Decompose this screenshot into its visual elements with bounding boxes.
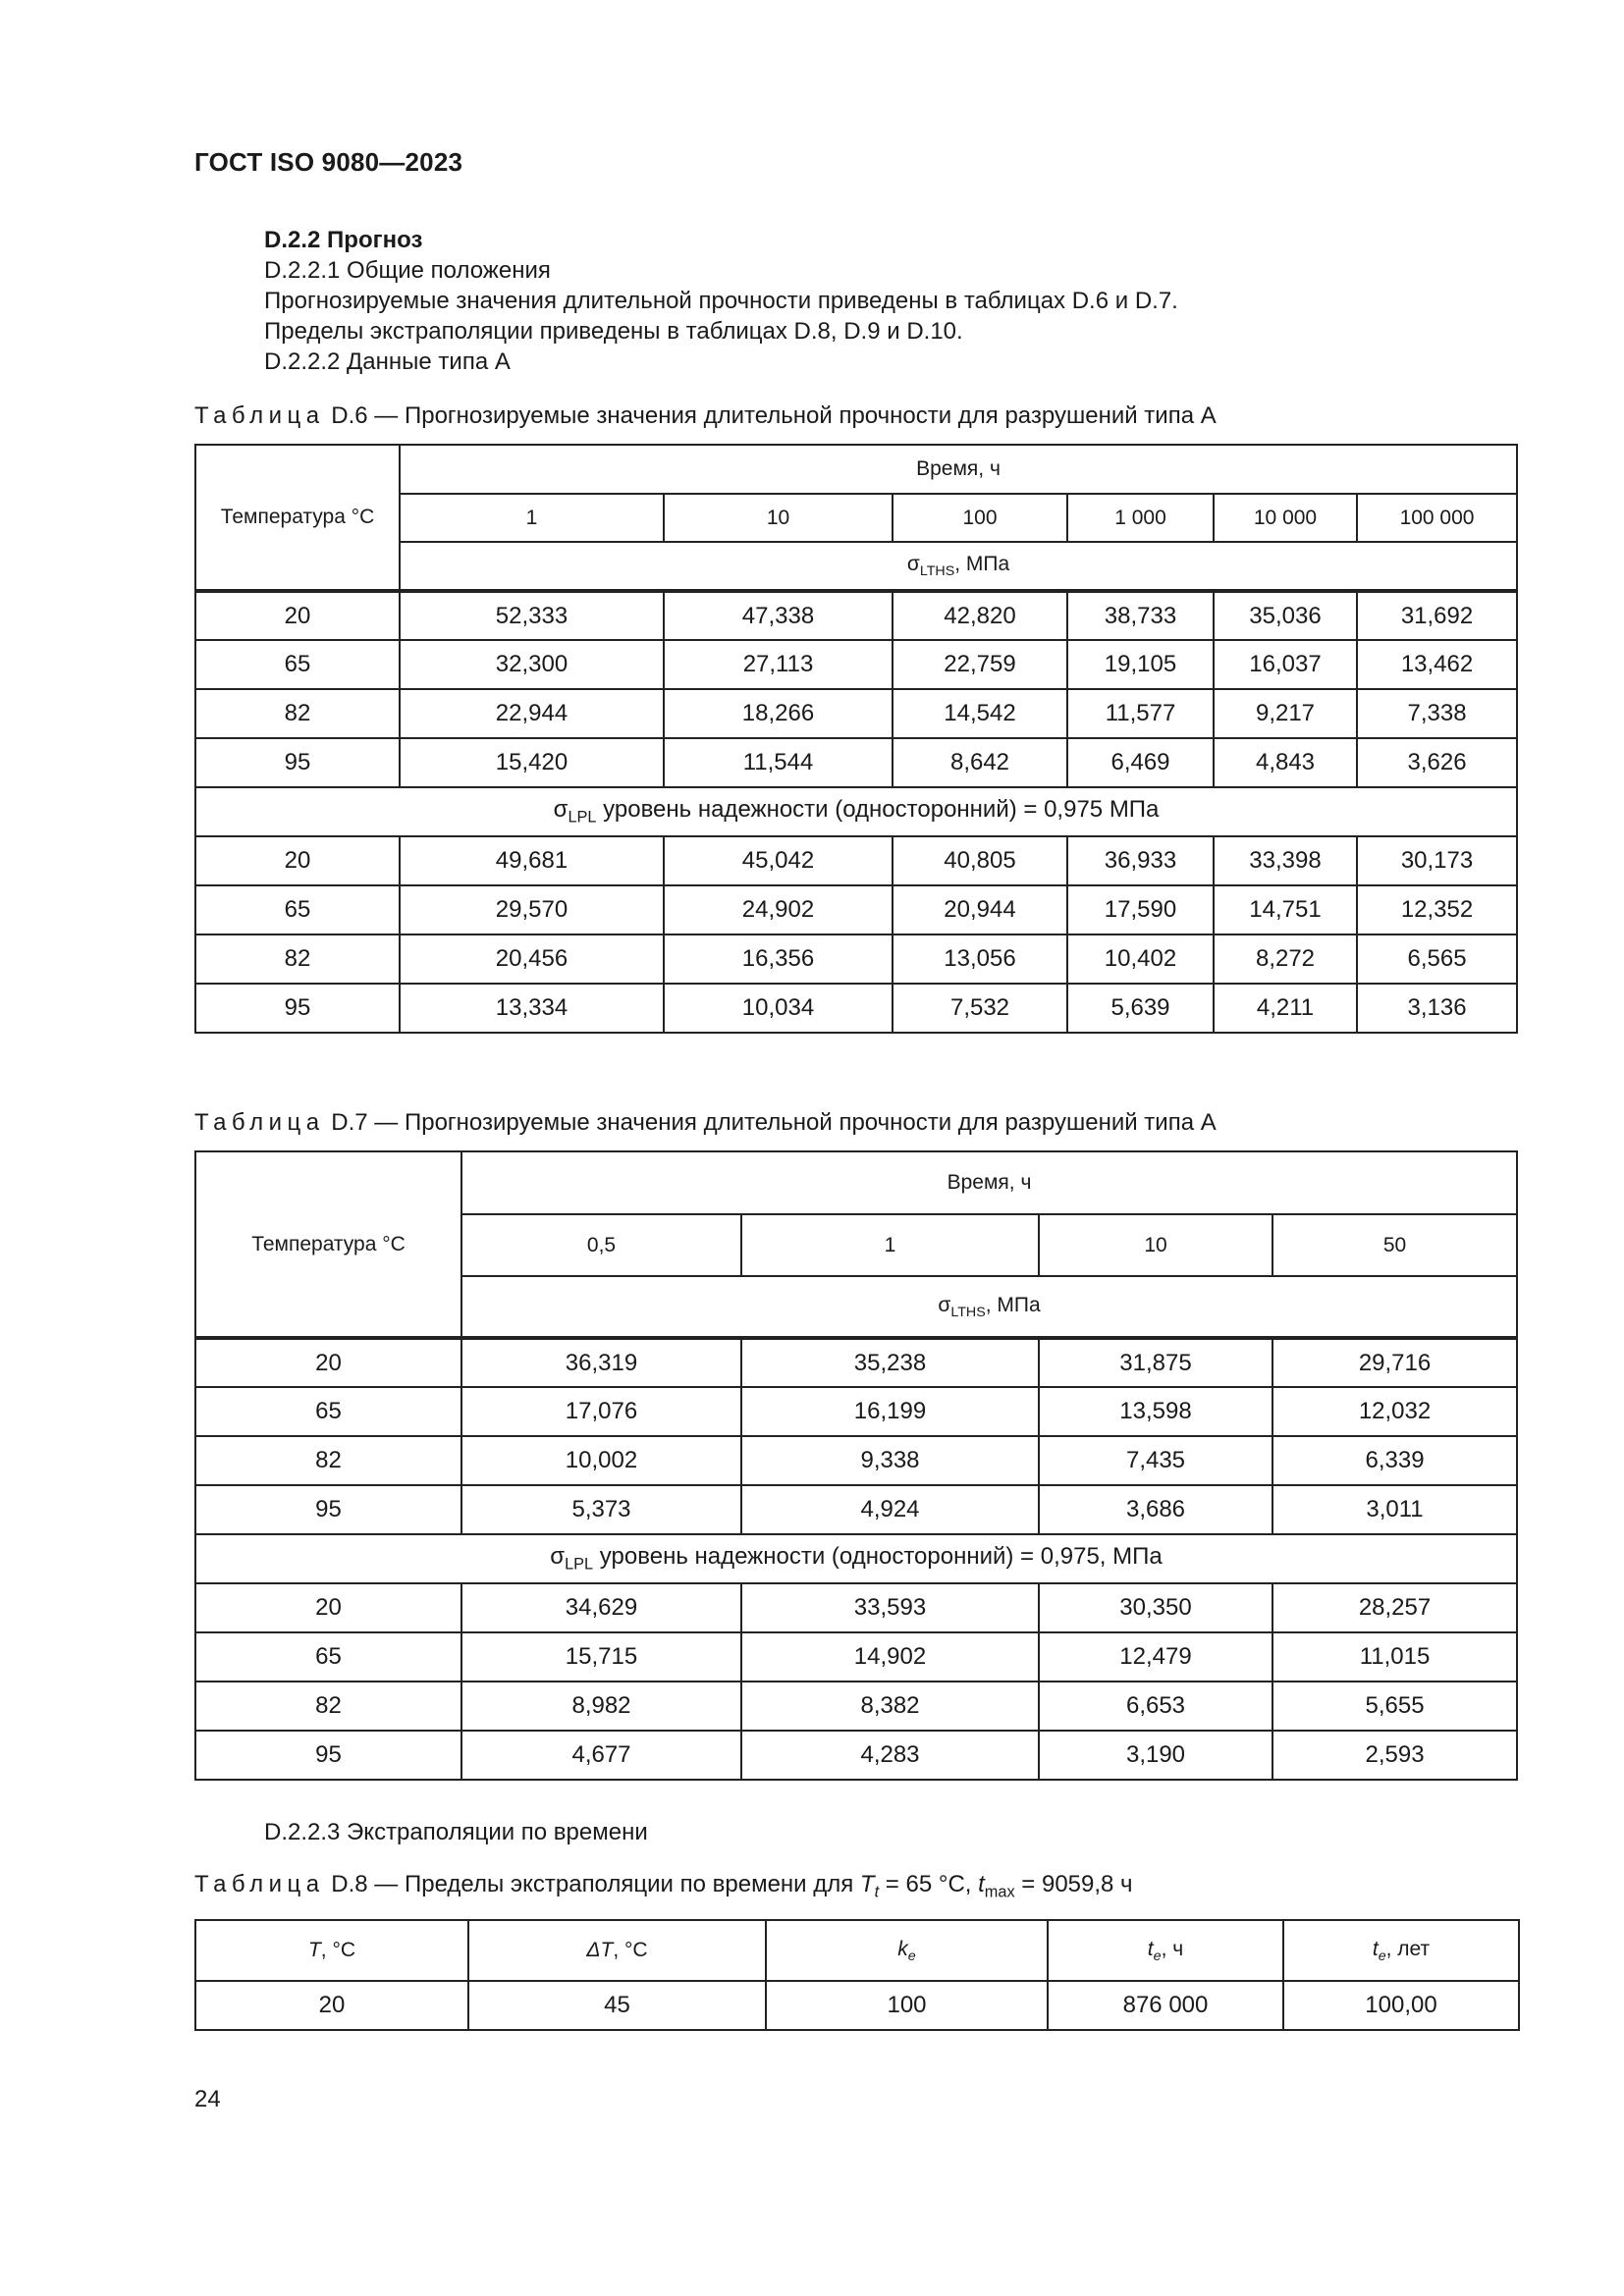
value-cell: 10,034	[664, 984, 893, 1033]
value-cell: 22,944	[400, 689, 664, 738]
value-cell: 20,944	[893, 885, 1067, 934]
value-cell: 3,011	[1272, 1485, 1517, 1534]
temperature-cell: 20	[195, 591, 400, 640]
value-cell: 29,570	[400, 885, 664, 934]
value-cell: 6,339	[1272, 1436, 1517, 1485]
confidence-level-row: $\sigma_{LPL}$ уровень надежности (односторонний) = 0,975 МПа	[195, 787, 1517, 836]
caption-text: D.7 — Прогнозируемые значения длительной прочности для разрушений типа А	[331, 1109, 1217, 1136]
table-d6	[194, 444, 1518, 1034]
value-cell: 31,875	[1039, 1338, 1272, 1387]
table-row	[195, 1632, 1517, 1682]
value-cell: 4,843	[1214, 738, 1357, 787]
value-cell: 30,173	[1357, 836, 1517, 885]
caption-word: Таблица	[194, 1871, 325, 1897]
value-cell: 18,266	[664, 689, 893, 738]
time-value-header: 50	[1272, 1214, 1517, 1276]
value-cell: 3,136	[1357, 984, 1517, 1033]
value-cell: 36,933	[1067, 836, 1214, 885]
table-row	[195, 591, 1517, 640]
temperature-cell: 82	[195, 689, 400, 738]
value-cell: 11,577	[1067, 689, 1214, 738]
value-cell: 45	[468, 1981, 766, 2030]
value-cell: 4,283	[741, 1731, 1039, 1780]
value-cell: 13,056	[893, 934, 1067, 984]
value-cell: 5,655	[1272, 1682, 1517, 1731]
unit-header: $\sigma_{LTHS}$, МПа	[461, 1276, 1517, 1338]
value-cell: 31,692	[1357, 591, 1517, 640]
caption-word: Таблица	[194, 1109, 325, 1136]
table-row	[195, 1731, 1517, 1780]
value-cell: 7,338	[1357, 689, 1517, 738]
table-d7-caption	[194, 1109, 1217, 1137]
value-cell: 17,590	[1067, 885, 1214, 934]
value-cell: 42,820	[893, 591, 1067, 640]
value-cell: 36,319	[461, 1338, 741, 1387]
value-cell: 876 000	[1048, 1981, 1283, 2030]
table-row	[195, 689, 1517, 738]
value-cell: 10,002	[461, 1436, 741, 1485]
temperature-cell: 82	[195, 1436, 461, 1485]
table-d8	[194, 1919, 1520, 2031]
value-cell: 5,373	[461, 1485, 741, 1534]
paragraph-line: D.2.2.1 Общие положения	[264, 257, 551, 284]
temperature-cell: 20	[195, 1338, 461, 1387]
temperature-header: Температура °С	[195, 445, 400, 591]
column-header: $t_e$, лет	[1283, 1920, 1519, 1981]
time-value-header: 100 000	[1357, 494, 1517, 542]
temperature-cell: 20	[195, 1583, 461, 1632]
value-cell: 47,338	[664, 591, 893, 640]
table-header-row	[195, 1920, 1519, 1981]
value-cell: 7,435	[1039, 1436, 1272, 1485]
value-cell: 32,300	[400, 640, 664, 689]
value-cell: 3,190	[1039, 1731, 1272, 1780]
table-row	[195, 1436, 1517, 1485]
paragraph-line: Пределы экстраполяции приведены в таблицах D.8, D.9 и D.10.	[264, 318, 963, 345]
value-cell: 8,982	[461, 1682, 741, 1731]
value-cell: 19,105	[1067, 640, 1214, 689]
value-cell: 49,681	[400, 836, 664, 885]
temperature-cell: 82	[195, 1682, 461, 1731]
value-cell: 38,733	[1067, 591, 1214, 640]
unit-header: $\sigma_{LTHS}$, МПа	[400, 542, 1517, 591]
table-row	[195, 984, 1517, 1033]
value-cell: 6,653	[1039, 1682, 1272, 1731]
temperature-cell: 95	[195, 1731, 461, 1780]
table-row	[195, 836, 1517, 885]
value-cell: 22,759	[893, 640, 1067, 689]
table-row	[195, 1485, 1517, 1534]
time-value-header: 0,5	[461, 1214, 741, 1276]
value-cell: 24,902	[664, 885, 893, 934]
time-value-header: 1 000	[1067, 494, 1214, 542]
value-cell: 16,356	[664, 934, 893, 984]
time-value-header: 100	[893, 494, 1067, 542]
temperature-header: Температура °С	[195, 1151, 461, 1338]
value-cell: 5,639	[1067, 984, 1214, 1033]
value-cell: 35,036	[1214, 591, 1357, 640]
value-cell: 20,456	[400, 934, 664, 984]
temperature-cell: 82	[195, 934, 400, 984]
time-header: Время, ч	[400, 445, 1517, 494]
paragraph-line: D.2.2.2 Данные типа А	[264, 348, 511, 375]
column-header: $k_e$	[766, 1920, 1048, 1981]
value-cell: 3,686	[1039, 1485, 1272, 1534]
temperature-cell: 65	[195, 1387, 461, 1436]
value-cell: 29,716	[1272, 1338, 1517, 1387]
value-cell: 17,076	[461, 1387, 741, 1436]
value-cell: 6,469	[1067, 738, 1214, 787]
column-header: ΔT, °С	[468, 1920, 766, 1981]
column-header: $t_e$, ч	[1048, 1920, 1283, 1981]
value-cell: 11,015	[1272, 1632, 1517, 1682]
value-cell: 14,542	[893, 689, 1067, 738]
temperature-cell: 65	[195, 640, 400, 689]
table-d6-caption	[194, 402, 1217, 430]
value-cell: 52,333	[400, 591, 664, 640]
value-cell: 4,677	[461, 1731, 741, 1780]
table-row	[195, 1534, 1517, 1583]
caption-word: Таблица	[194, 402, 325, 429]
table-row	[195, 1583, 1517, 1632]
value-cell: 14,751	[1214, 885, 1357, 934]
value-cell: 13,462	[1357, 640, 1517, 689]
value-cell: 34,629	[461, 1583, 741, 1632]
table-row	[195, 1682, 1517, 1731]
temperature-cell: 95	[195, 738, 400, 787]
value-cell: 14,902	[741, 1632, 1039, 1682]
value-cell: 10,402	[1067, 934, 1214, 984]
value-cell: 13,334	[400, 984, 664, 1033]
table-row	[195, 738, 1517, 787]
value-cell: 30,350	[1039, 1583, 1272, 1632]
value-cell: 35,238	[741, 1338, 1039, 1387]
temperature-cell: 65	[195, 885, 400, 934]
value-cell: 9,217	[1214, 689, 1357, 738]
value-cell: 33,398	[1214, 836, 1357, 885]
temperature-cell: 20	[195, 1981, 468, 2030]
time-value-header: 10	[664, 494, 893, 542]
time-value-header: 10	[1039, 1214, 1272, 1276]
value-cell: 100	[766, 1981, 1048, 2030]
table-d8-caption	[194, 1871, 1133, 1902]
value-cell: 4,924	[741, 1485, 1039, 1534]
table-row	[195, 934, 1517, 984]
time-value-header: 1	[741, 1214, 1039, 1276]
value-cell: 28,257	[1272, 1583, 1517, 1632]
temperature-cell: 65	[195, 1632, 461, 1682]
table-row	[195, 885, 1517, 934]
value-cell: 15,715	[461, 1632, 741, 1682]
value-cell: 16,199	[741, 1387, 1039, 1436]
temperature-cell: 20	[195, 836, 400, 885]
value-cell: 45,042	[664, 836, 893, 885]
time-value-header: 10 000	[1214, 494, 1357, 542]
caption-text: D.8 — Пределы экстраполяции по времени для $T_t = 65$ °С, $t_{max} = 9059,8$ ч	[331, 1871, 1133, 1901]
table-row	[195, 1981, 1519, 2030]
value-cell: 2,593	[1272, 1731, 1517, 1780]
column-header: T, °С	[195, 1920, 468, 1981]
value-cell: 16,037	[1214, 640, 1357, 689]
paragraph-line: Прогнозируемые значения длительной прочности приведены в таблицах D.6 и D.7.	[264, 288, 1178, 314]
table-row	[195, 640, 1517, 689]
value-cell: 12,479	[1039, 1632, 1272, 1682]
time-value-header: 1	[400, 494, 664, 542]
page-number: 24	[194, 2086, 221, 2112]
value-cell: 12,352	[1357, 885, 1517, 934]
value-cell: 7,532	[893, 984, 1067, 1033]
value-cell: 15,420	[400, 738, 664, 787]
value-cell: 27,113	[664, 640, 893, 689]
value-cell: 100,00	[1283, 1981, 1519, 2030]
time-header: Время, ч	[461, 1151, 1517, 1214]
table-row	[195, 1338, 1517, 1387]
value-cell: 11,544	[664, 738, 893, 787]
value-cell: 8,642	[893, 738, 1067, 787]
value-cell: 6,565	[1357, 934, 1517, 984]
paragraph-line: D.2.2.3 Экстраполяции по времени	[264, 1819, 648, 1845]
caption-text: D.6 — Прогнозируемые значения длительной прочности для разрушений типа А	[331, 402, 1217, 429]
value-cell: 8,272	[1214, 934, 1357, 984]
document-title: ГОСТ ISO 9080—2023	[194, 147, 463, 177]
temperature-cell: 95	[195, 984, 400, 1033]
value-cell: 3,626	[1357, 738, 1517, 787]
value-cell: 40,805	[893, 836, 1067, 885]
value-cell: 13,598	[1039, 1387, 1272, 1436]
table-row	[195, 787, 1517, 836]
table-d7	[194, 1150, 1518, 1781]
section-heading: D.2.2 Прогноз	[264, 227, 423, 253]
value-cell: 4,211	[1214, 984, 1357, 1033]
value-cell: 8,382	[741, 1682, 1039, 1731]
confidence-level-row: $\sigma_{LPL}$ уровень надежности (односторонний) = 0,975, МПа	[195, 1534, 1517, 1583]
value-cell: 9,338	[741, 1436, 1039, 1485]
table-row	[195, 1387, 1517, 1436]
temperature-cell: 95	[195, 1485, 461, 1534]
value-cell: 12,032	[1272, 1387, 1517, 1436]
value-cell: 33,593	[741, 1583, 1039, 1632]
